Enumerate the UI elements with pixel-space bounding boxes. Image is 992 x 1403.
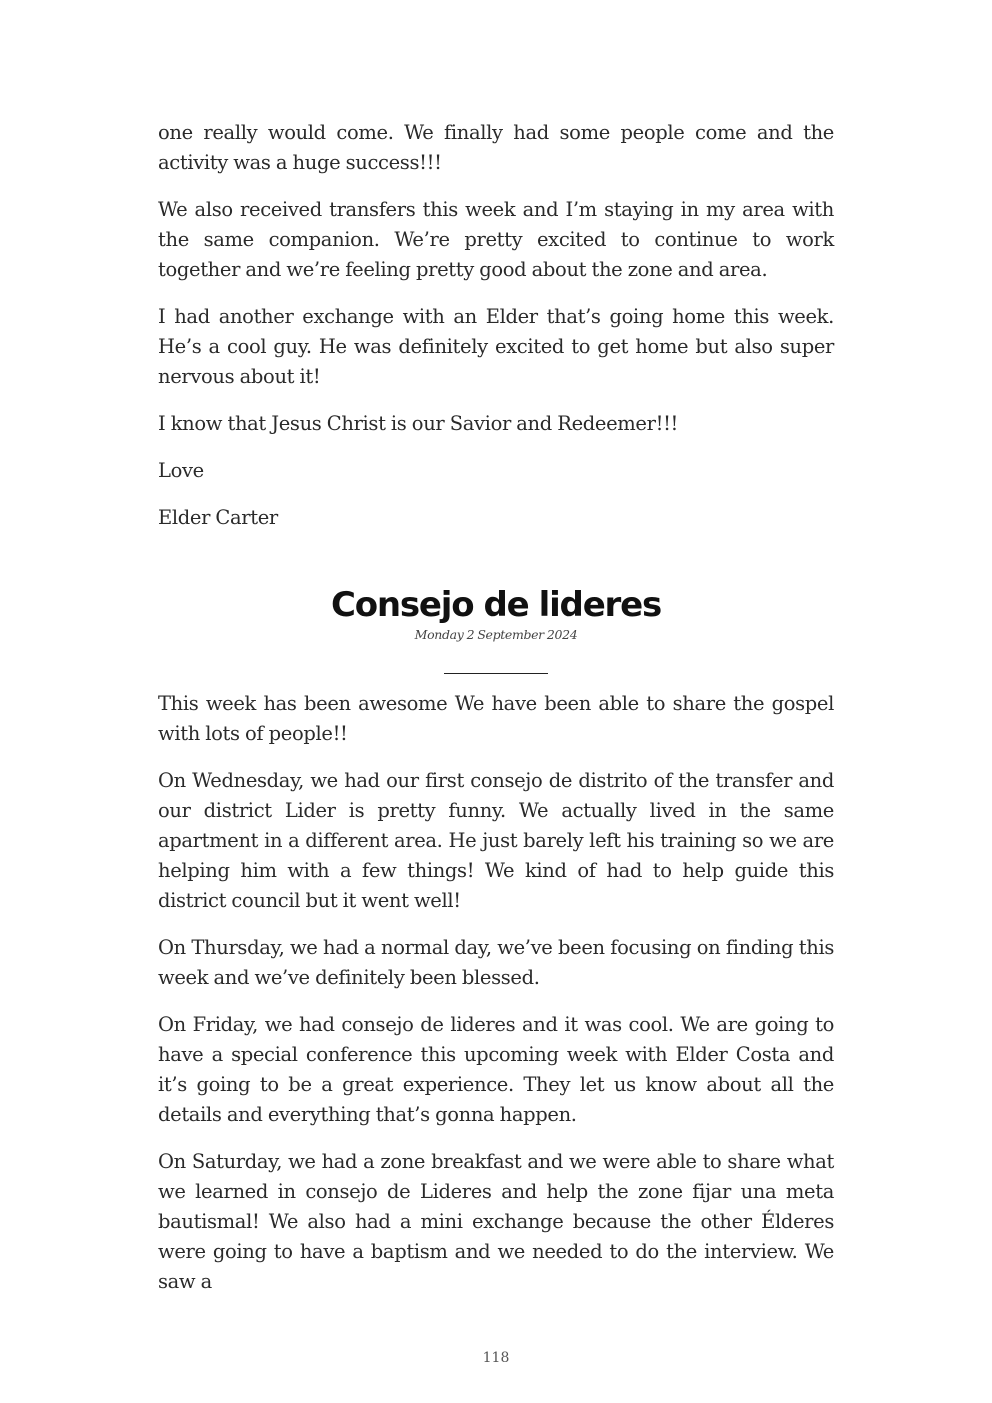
chapter-title: Consejo de lideres bbox=[330, 585, 662, 625]
page-number: 118 bbox=[482, 1350, 510, 1366]
paragraph: one really would come. We finally had some people come and the activity was a huge success!!! bbox=[158, 121, 834, 174]
entry bbox=[158, 585, 834, 1297]
paragraph: I know that Jesus Christ is our Savior and Redeemer!!! bbox=[158, 412, 679, 435]
signature-name: Elder Carter bbox=[158, 506, 278, 529]
paragraph: We also received transfers this week and I’m staying in my area with the same companion. We’re pretty excited to continue to work together and we’re feeling pretty good about the zone and area. bbox=[158, 198, 834, 281]
paragraph: I had another exchange with an Elder that’s going home this week. He’s a cool guy. He was definitely excited to get home but also super nervous about it! bbox=[158, 305, 834, 388]
chapter-date: Monday 2 September 2024 bbox=[414, 627, 578, 642]
closing-salutation: Love bbox=[158, 459, 204, 482]
paragraph: On Thursday, we had a normal day, we’ve been focusing on finding this week and we’ve definitely been blessed. bbox=[158, 936, 834, 989]
paragraph: This week has been awesome We have been able to share the gospel with lots of people!! bbox=[158, 692, 834, 745]
divider bbox=[444, 673, 548, 674]
page-body bbox=[158, 118, 834, 1314]
chapter-header bbox=[158, 585, 834, 674]
paragraph: On Wednesday, we had our first consejo de distrito of the transfer and our district Lider is pretty funny. We actually lived in the same apartment in a different area. He just barely left his training so we are helping him with a few things! We kind of had to help guide this district council but it went well! bbox=[158, 769, 834, 912]
paragraph: On Saturday, we had a zone breakfast and we were able to share what we learned in consejo de Lideres and help the zone fijar una meta bautismal! We also had a mini exchange because the other Élderes were going to have a baptism and we needed to do the interview. We saw a bbox=[158, 1150, 834, 1293]
paragraph: On Friday, we had consejo de lideres and it was cool. We are going to have a special conference this upcoming week with Elder Costa and it’s going to be a great experience. They let us know about all the details and everything that’s gonna happen. bbox=[158, 1013, 834, 1126]
previous-entry bbox=[158, 118, 834, 533]
